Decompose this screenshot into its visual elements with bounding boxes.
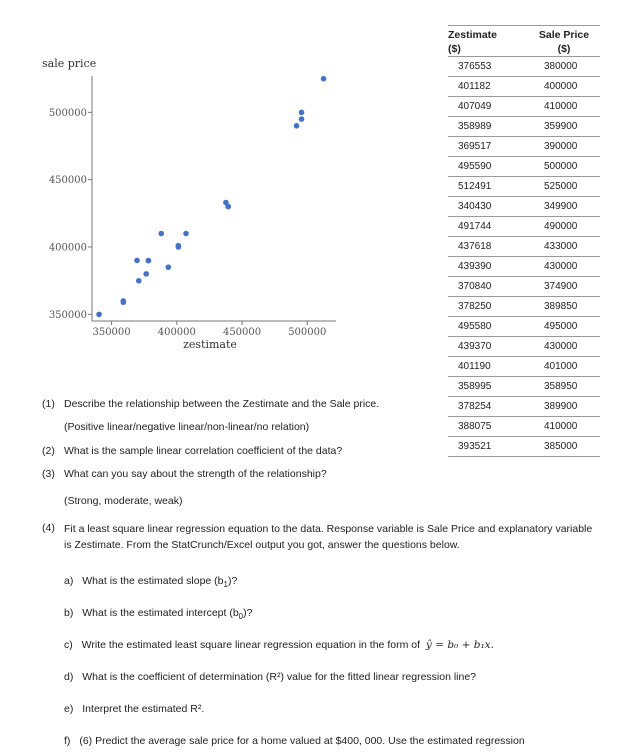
- sale-price-cell: 433000: [528, 237, 600, 257]
- sale-price-cell: 390000: [528, 137, 600, 157]
- y-tick-label: 450000: [48, 175, 87, 187]
- sale-price-cell: 410000: [528, 97, 600, 117]
- sale-price-cell: 385000: [528, 437, 600, 457]
- zestimate-cell: 512491: [448, 177, 528, 197]
- zestimate-cell: 340430: [448, 197, 528, 217]
- table-row: [448, 57, 600, 77]
- question-4a: a) What is the estimated slope $(b_1)$?: [64, 575, 238, 590]
- zestimate-cell: 369517: [448, 137, 528, 157]
- header-sale-price: Sale Price ($): [528, 26, 600, 57]
- scatter-point: [146, 258, 152, 264]
- scatter-point: [299, 116, 305, 122]
- zestimate-cell: 491744: [448, 217, 528, 237]
- table-row: [448, 357, 600, 377]
- x-tick-label: 500000: [288, 327, 327, 338]
- zestimate-cell: 358989: [448, 117, 528, 137]
- question-1-hint: (Positive linear/negative linear/non-linear/no relation): [64, 421, 310, 433]
- table-row: [448, 377, 600, 397]
- x-tick-label: 400000: [157, 327, 196, 338]
- zestimate-cell: 407049: [448, 97, 528, 117]
- scatter-point: [158, 231, 164, 237]
- scatter-point: [121, 299, 127, 305]
- table-row: [448, 337, 600, 357]
- zestimate-cell: 401190: [448, 357, 528, 377]
- sale-price-cell: 389900: [528, 397, 600, 417]
- zestimate-cell: 378254: [448, 397, 528, 417]
- scatter-point: [136, 278, 142, 284]
- sale-price-cell: 500000: [528, 157, 600, 177]
- scatter-point: [166, 264, 172, 270]
- question-4b: b) What is the estimated intercept $(b_0)$?: [64, 607, 253, 622]
- regression-equation: ŷ = b₀ + b₁x.: [425, 639, 494, 651]
- zestimate-cell: 495580: [448, 317, 528, 337]
- sale-price-cell: 410000: [528, 417, 600, 437]
- sale-price-cell: 525000: [528, 177, 600, 197]
- sale-price-cell: 358950: [528, 377, 600, 397]
- y-axis-title: sale price: [42, 57, 97, 70]
- zestimate-cell: 388075: [448, 417, 528, 437]
- scatter-point: [294, 123, 300, 129]
- sale-price-cell: 430000: [528, 337, 600, 357]
- zestimate-cell: 370840: [448, 277, 528, 297]
- data-points: [96, 76, 326, 317]
- scatter-plot: [0, 40, 345, 360]
- question-4d: d) What is the coefficient of determination (R²) value for the fitted linear regression line?: [64, 671, 477, 683]
- question-4f: f) (6) Predict the average sale price for a home valued at $400, 000. Use the estimated regression: [64, 735, 525, 747]
- zestimate-cell: 393521: [448, 437, 528, 457]
- y-tick-label: 350000: [48, 309, 87, 321]
- y-tick-label: 400000: [48, 242, 87, 254]
- axes: [49, 76, 336, 338]
- zestimate-cell: 378250: [448, 297, 528, 317]
- sale-price-cell: 401000: [528, 357, 600, 377]
- table-row: [448, 237, 600, 257]
- question-4: (4) Fit a least square linear regression equation to the data. Response variable is Sale Price and explanatory variable is Zestimate. From the StatCrunch/Excel output you got, answer the questions below.: [42, 522, 593, 551]
- scatter-point: [299, 110, 305, 116]
- table-row: [448, 437, 600, 457]
- sale-price-cell: 380000: [528, 57, 600, 77]
- x-axis-title: zestimate: [183, 338, 237, 351]
- zestimate-cell: 439390: [448, 257, 528, 277]
- scatter-point: [96, 312, 102, 318]
- table-row: [448, 137, 600, 157]
- table-row: [448, 117, 600, 137]
- question-3-hint: (Strong, moderate, weak): [64, 495, 183, 507]
- table-row: [448, 177, 600, 197]
- table-row: [448, 417, 600, 437]
- zestimate-cell: 401182: [448, 77, 528, 97]
- scatter-point: [176, 243, 182, 249]
- sale-price-cell: 374900: [528, 277, 600, 297]
- header-zestimate: Zestimate ($): [448, 26, 528, 57]
- data-table: [448, 25, 600, 457]
- zestimate-cell: 439370: [448, 337, 528, 357]
- zestimate-cell: 376553: [448, 57, 528, 77]
- sale-price-cell: 430000: [528, 257, 600, 277]
- sale-price-cell: 359900: [528, 117, 600, 137]
- table-row: [448, 317, 600, 337]
- scatter-point: [183, 231, 189, 237]
- table-row: [448, 257, 600, 277]
- table-body: [448, 57, 600, 457]
- question-4c: c) Write the estimated least square linear regression equation in the form of ŷ = b₀ + b₁x.: [64, 639, 494, 651]
- table-row: [448, 197, 600, 217]
- table-row: [448, 77, 600, 97]
- table-row: [448, 277, 600, 297]
- x-tick-label: 450000: [222, 327, 262, 338]
- y-tick-label: 500000: [48, 107, 87, 119]
- table-row: [448, 397, 600, 417]
- zestimate-cell: 358995: [448, 377, 528, 397]
- sale-price-cell: 349900: [528, 197, 600, 217]
- zestimate-cell: 495590: [448, 157, 528, 177]
- sale-price-cell: 389850: [528, 297, 600, 317]
- scatter-point: [134, 258, 140, 264]
- scatter-point: [321, 76, 327, 82]
- question-4e: e) Interpret the estimated R².: [64, 703, 205, 715]
- table-row: [448, 97, 600, 117]
- sale-price-cell: 490000: [528, 217, 600, 237]
- sale-price-cell: 495000: [528, 317, 600, 337]
- scatter-point: [143, 271, 149, 277]
- table-row: [448, 217, 600, 237]
- scatter-svg: [0, 40, 345, 360]
- zestimate-cell: 437618: [448, 237, 528, 257]
- x-tick-label: 350000: [92, 327, 131, 338]
- table-row: [448, 297, 600, 317]
- scatter-point: [225, 204, 231, 210]
- table-row: [448, 157, 600, 177]
- sale-price-cell: 400000: [528, 77, 600, 97]
- table-header-row: [448, 26, 600, 57]
